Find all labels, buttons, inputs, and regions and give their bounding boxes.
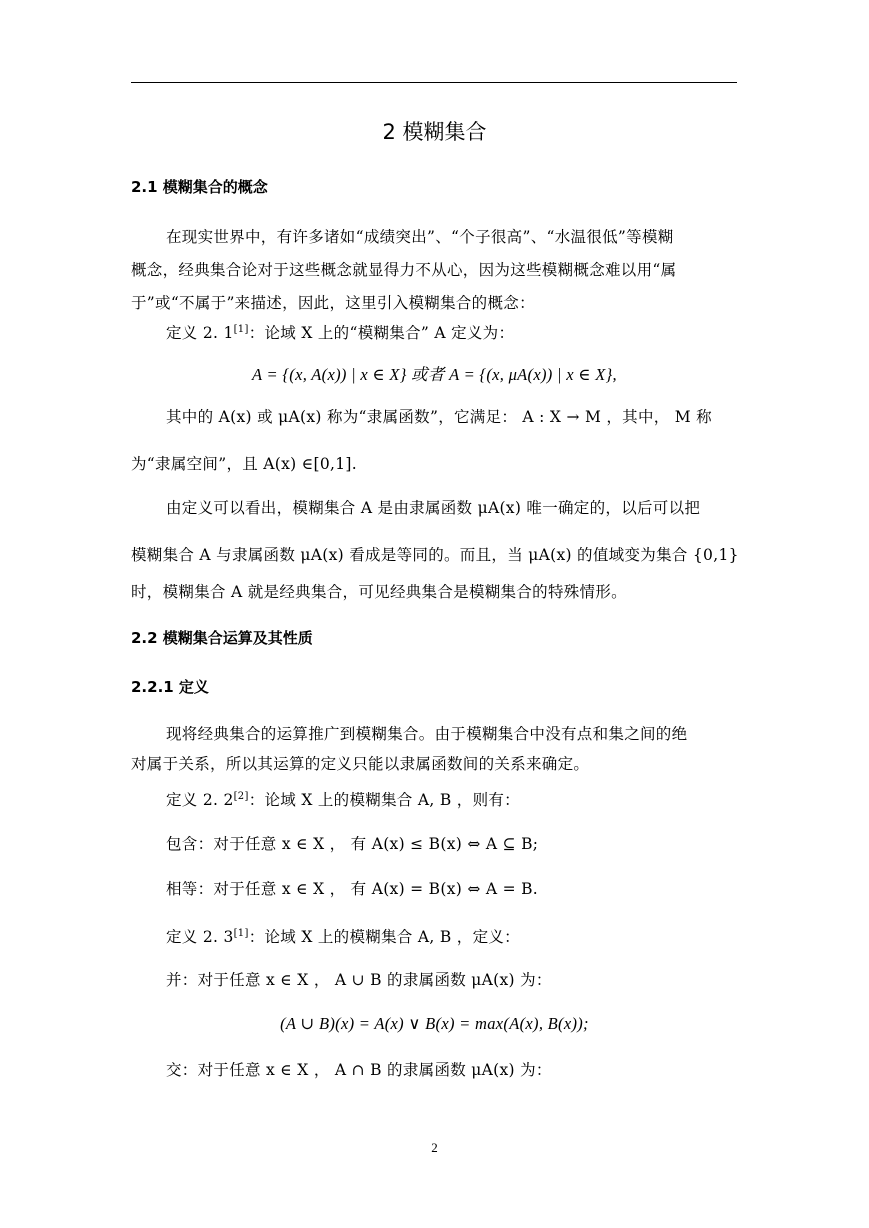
definition-2-3 [166, 925, 520, 947]
equality-definition: 相等：对于任意 x ∈ X ， 有 A(x) = B(x) ⇔ A = B. [166, 880, 539, 898]
paragraph-line: 模糊集合 A 与隶属函数 μA(x) 看成是等同的。而且，当 μA(x) 的值域变为集合 {0,1} [131, 546, 739, 564]
inclusion-definition: 包含：对于任意 x ∈ X ， 有 A(x) ≤ B(x) ⇔ A ⊆ B; [166, 835, 539, 853]
definition-text: ：论域 X 上的模糊集合 A, B ，定义： [248, 928, 520, 946]
paragraph-line: 为“隶属空间”，且 A(x) ∈[0,1]. [131, 455, 357, 473]
section-heading-2-2-1: 2.2.1 定义 [131, 678, 209, 696]
citation: [1] [233, 928, 249, 939]
citation: [2] [233, 791, 249, 802]
definition-2-2 [166, 788, 520, 810]
definition-label: 定义 2. 2 [166, 791, 234, 809]
paragraph-line: 在现实世界中，有许多诸如“成绩突出”、“个子很高”、“水温很低”等模糊 [166, 228, 674, 246]
section-heading-2-2: 2.2 模糊集合运算及其性质 [131, 629, 313, 647]
formula-union: (A ∪ B)(x) = A(x) ∨ B(x) = max(A(x), B(x)); [280, 1014, 589, 1033]
definition-text: ：论域 X 上的“模糊集合” A 定义为： [248, 324, 515, 342]
citation: [1] [233, 324, 249, 335]
definition-label: 定义 2. 3 [166, 928, 234, 946]
definition-text: ：论域 X 上的模糊集合 A, B ，则有： [248, 791, 520, 809]
paragraph-line: 其中的 A(x) 或 μA(x) 称为“隶属函数”，它满足： A : X → M ，其中， M 称 [166, 408, 712, 426]
section-heading-2-1: 2.1 模糊集合的概念 [131, 178, 268, 196]
page-number: 2 [431, 1140, 438, 1155]
intersection-definition: 交：对于任意 x ∈ X ， A ∩ B 的隶属函数 μA(x) 为： [166, 1061, 552, 1079]
paragraph-line: 现将经典集合的运算推广到模糊集合。由于模糊集合中没有点和集之间的绝 [166, 725, 688, 743]
header-rule [131, 82, 737, 83]
definition-label: 定义 2. 1 [166, 324, 234, 342]
paragraph-line: 对属于关系，所以其运算的定义只能以隶属函数间的关系来确定。 [131, 755, 590, 773]
paragraph-line: 概念，经典集合论对于这些概念就显得力不从心，因为这些模糊概念难以用“属 [131, 261, 677, 279]
paragraph-line: 于”或“不属于”来描述，因此，这里引入模糊集合的概念： [131, 294, 535, 312]
chapter-title: 2 模糊集合 [382, 120, 487, 144]
paragraph-line: 由定义可以看出，模糊集合 A 是由隶属函数 μA(x) 唯一确定的，以后可以把 [166, 499, 701, 517]
paragraph-line: 时，模糊集合 A 就是经典集合，可见经典集合是模糊集合的特殊情形。 [131, 583, 627, 601]
union-definition: 并：对于任意 x ∈ X ， A ∪ B 的隶属函数 μA(x) 为： [166, 971, 552, 989]
formula-fuzzy-set: A = {(x, A(x)) | x ∈ X} 或者 A = {(x, μA(x)) | x ∈ X}, [252, 365, 617, 384]
definition-2-1 [166, 321, 514, 343]
